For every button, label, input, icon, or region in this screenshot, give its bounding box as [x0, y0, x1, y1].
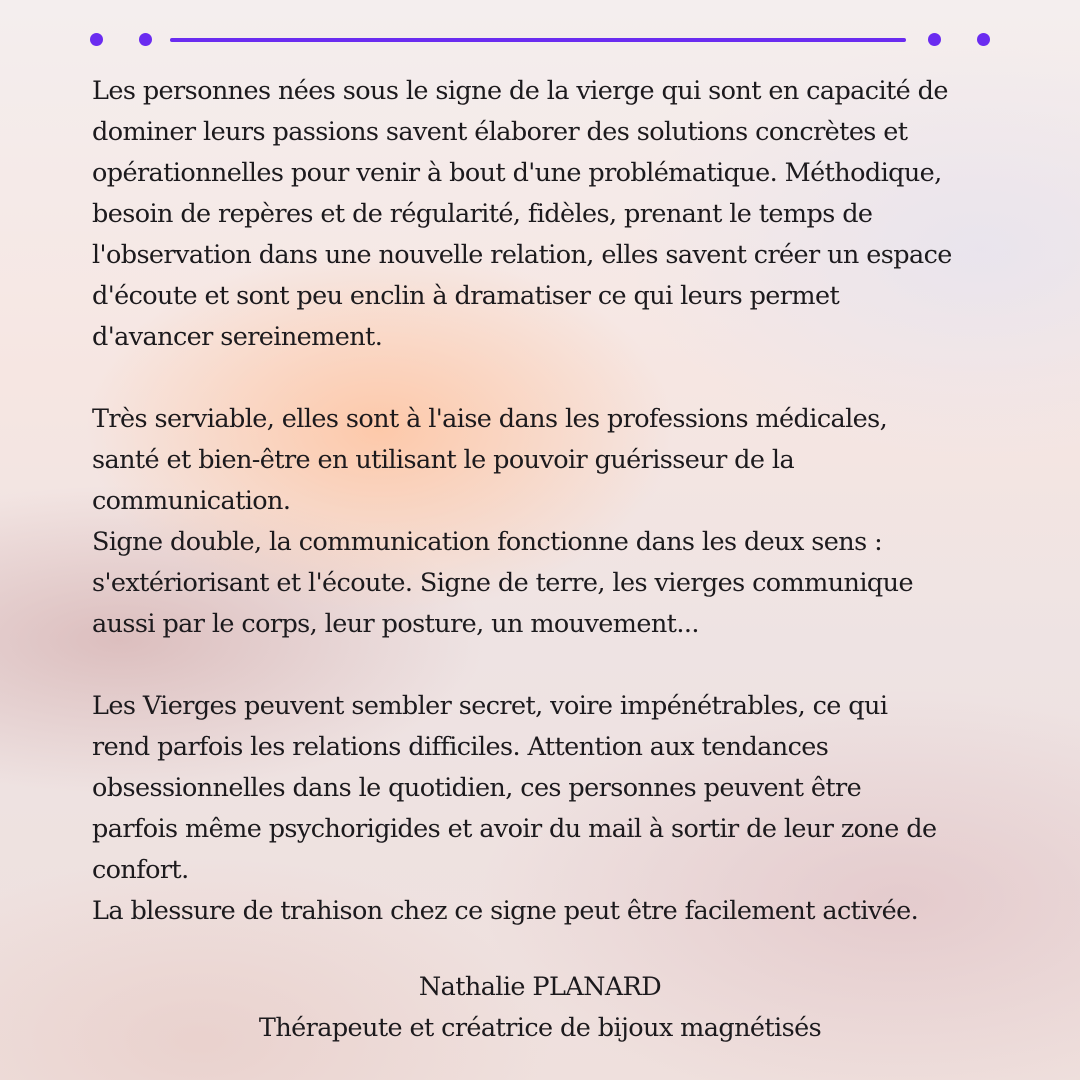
author-role: Thérapeute et créatrice de bijoux magnétisés [258, 1013, 822, 1043]
paragraph-1 [92, 71, 1002, 358]
text-line: santé et bien-être en utilisant le pouvoir guérisseur de la [92, 445, 795, 475]
decor-dot [139, 33, 152, 46]
text-line: parfois même psychorigides et avoir du mail à sortir de leur zone de [92, 814, 937, 844]
signature [0, 967, 1080, 1049]
decor-dot [977, 33, 990, 46]
text-line: confort. [92, 855, 189, 885]
paragraph-2 [92, 399, 1002, 645]
text-line: s'extériorisant et l'écoute. Signe de terre, les vierges communique [92, 568, 913, 598]
text-line: obsessionnelles dans le quotidien, ces personnes peuvent être [92, 773, 862, 803]
paragraph-3 [92, 686, 1002, 932]
text-line: Signe double, la communication fonctionne dans les deux sens : [92, 527, 883, 557]
decor-line [170, 38, 906, 42]
text-line: La blessure de trahison chez ce signe peut être facilement activée. [92, 896, 919, 926]
text-line: opérationnelles pour venir à bout d'une problématique. Méthodique, [92, 158, 942, 188]
text-line: aussi par le corps, leur posture, un mouvement... [92, 609, 699, 639]
text-line: communication. [92, 486, 291, 516]
text-line: rend parfois les relations difficiles. Attention aux tendances [92, 732, 829, 762]
text-line: d'avancer sereinement. [92, 322, 383, 352]
text-line: l'observation dans une nouvelle relation, elles savent créer un espace [92, 240, 952, 270]
body-text [92, 71, 1002, 932]
top-decoration [0, 30, 1080, 50]
text-line: besoin de repères et de régularité, fidèles, prenant le temps de [92, 199, 873, 229]
text-line: Les Vierges peuvent sembler secret, voire impénétrables, ce qui [92, 691, 888, 721]
text-line: dominer leurs passions savent élaborer des solutions concrètes et [92, 117, 908, 147]
text-line: Les personnes nées sous le signe de la vierge qui sont en capacité de [92, 76, 948, 106]
author-name: Nathalie PLANARD [418, 972, 662, 1002]
text-line: Très serviable, elles sont à l'aise dans les professions médicales, [92, 404, 888, 434]
text-line: d'écoute et sont peu enclin à dramatiser ce qui leurs permet [92, 281, 840, 311]
decor-dot [928, 33, 941, 46]
decor-dot [90, 33, 103, 46]
